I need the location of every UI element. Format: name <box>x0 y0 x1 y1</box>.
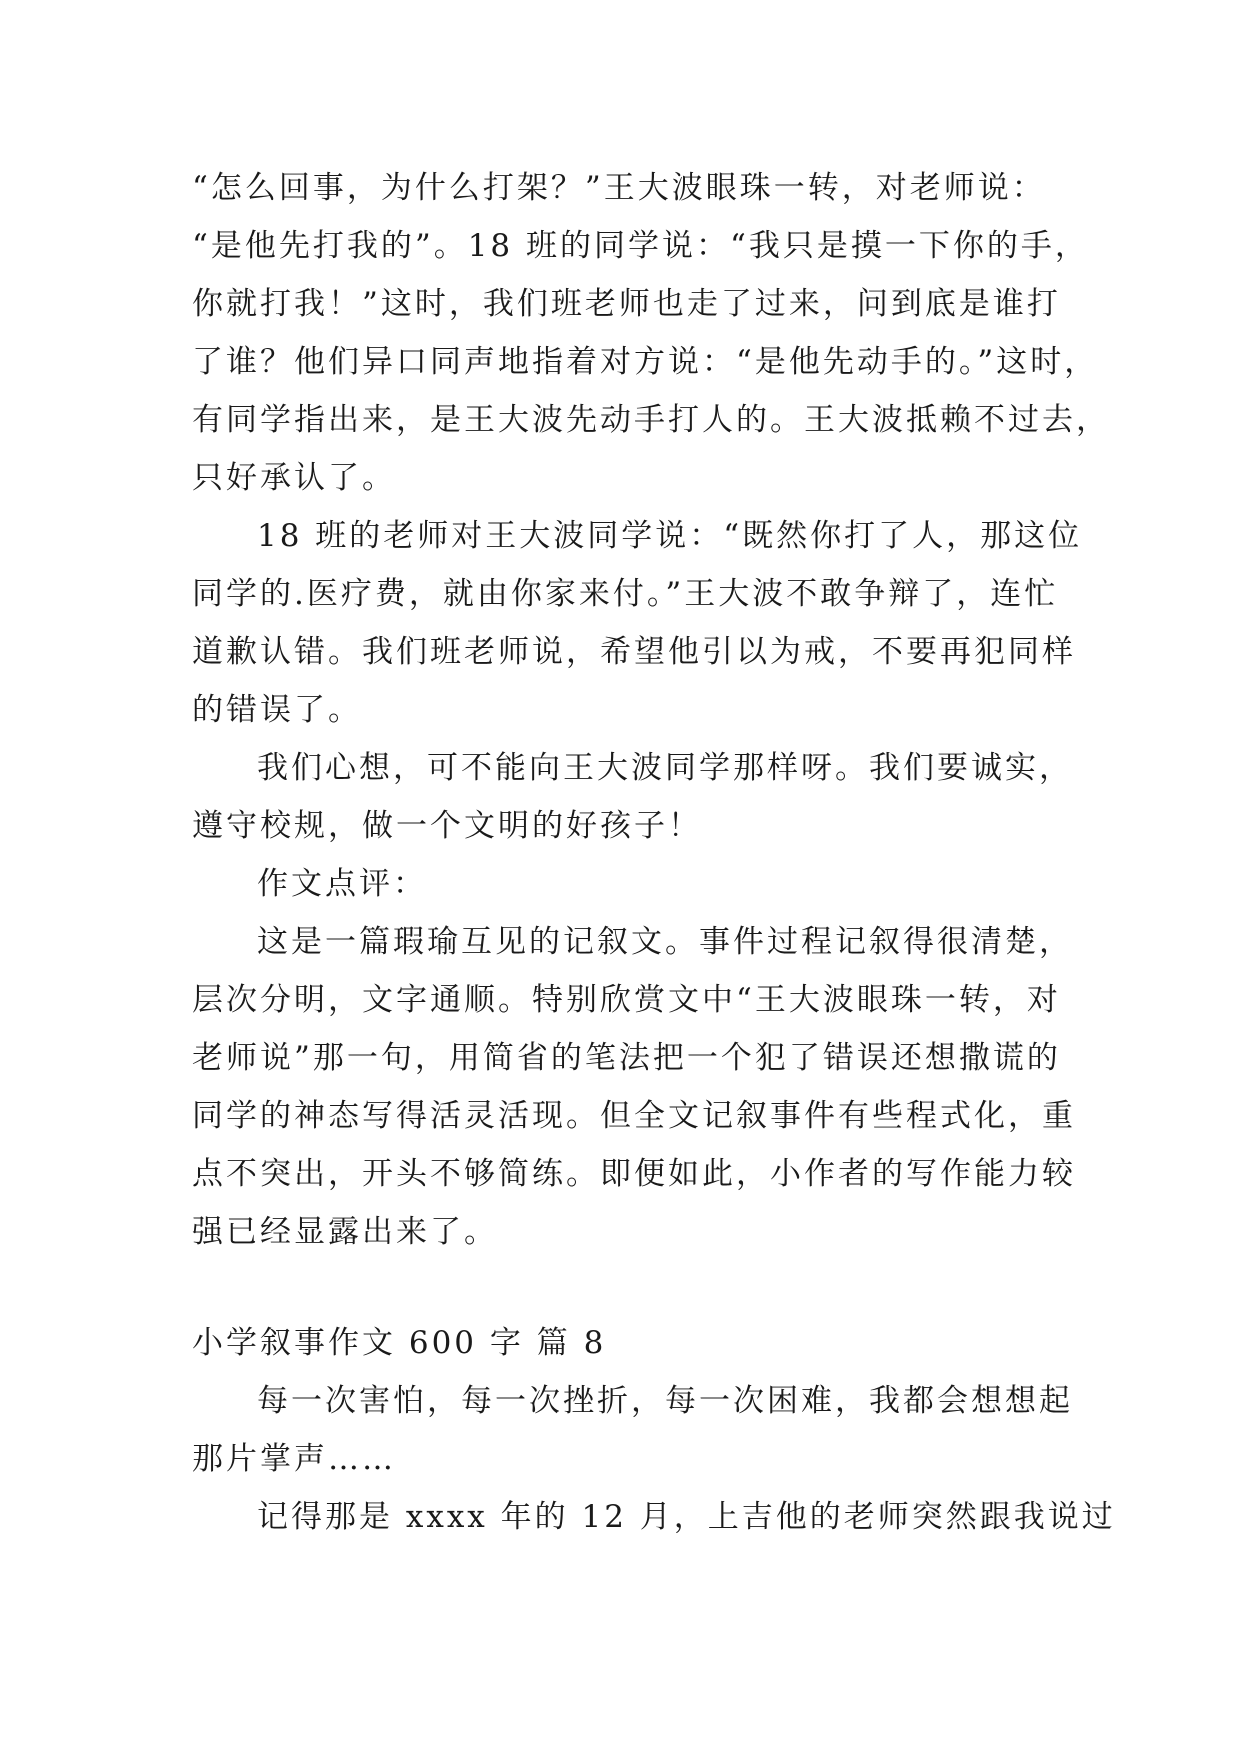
text-line: 这是一篇瑕瑜互见的记叙文。事件过程记叙得很清楚， <box>257 924 1073 960</box>
text-line: 同学的神态写得活灵活现。但全文记叙事件有些程式化，重 <box>192 1098 1076 1134</box>
comment-heading: 作文点评： <box>257 866 427 902</box>
text-line: 你就打我！”这时，我们班老师也走了过来，问到底是谁打 <box>192 286 1061 322</box>
text-line: 道歉认错。我们班老师说，希望他引以为戒，不要再犯同样 <box>192 634 1076 670</box>
text-line: 层次分明，文字通顺。特别欣赏文中“王大波眼珠一转，对 <box>192 982 1061 1018</box>
text-line: 有同学指出来，是王大波先动手打人的。王大波抵赖不过去， <box>192 402 1110 438</box>
text-line: 遵守校规，做一个文明的好孩子！ <box>192 808 702 844</box>
text-line: 强已经显露出来了。 <box>192 1214 498 1250</box>
section-title: 小学叙事作文 600 字 篇 8 <box>192 1325 607 1361</box>
text-line: 那片掌声…… <box>192 1441 396 1477</box>
text-line: 我们心想，可不能向王大波同学那样呀。我们要诚实， <box>257 750 1073 786</box>
text-line: 每一次害怕，每一次挫折，每一次困难，我都会想想起 <box>257 1383 1073 1419</box>
text-line: “怎么回事，为什么打架？”王大波眼珠一转，对老师说： <box>192 170 1046 206</box>
text-line: 了谁？他们异口同声地指着对方说：“是他先动手的。”这时， <box>192 344 1099 380</box>
text-line: 老师说”那一句，用简省的笔法把一个犯了错误还想撒谎的 <box>192 1040 1061 1076</box>
text-line: 的错误了。 <box>192 692 362 728</box>
text-line: “是他先打我的”。18 班的同学说：“我只是摸一下你的手， <box>192 228 1089 264</box>
text-line: 同学的.医疗费，就由你家来付。”王大波不敢争辩了，连忙 <box>192 576 1059 612</box>
text-line: 点不突出，开头不够简练。即便如此，小作者的写作能力较 <box>192 1156 1076 1192</box>
text-line: 只好承认了。 <box>192 460 396 496</box>
text-line: 记得那是 xxxx 年的 12 月，上吉他的老师突然跟我说过 <box>257 1499 1116 1535</box>
text-line: 18 班的老师对王大波同学说：“既然你打了人，那这位 <box>257 518 1083 554</box>
